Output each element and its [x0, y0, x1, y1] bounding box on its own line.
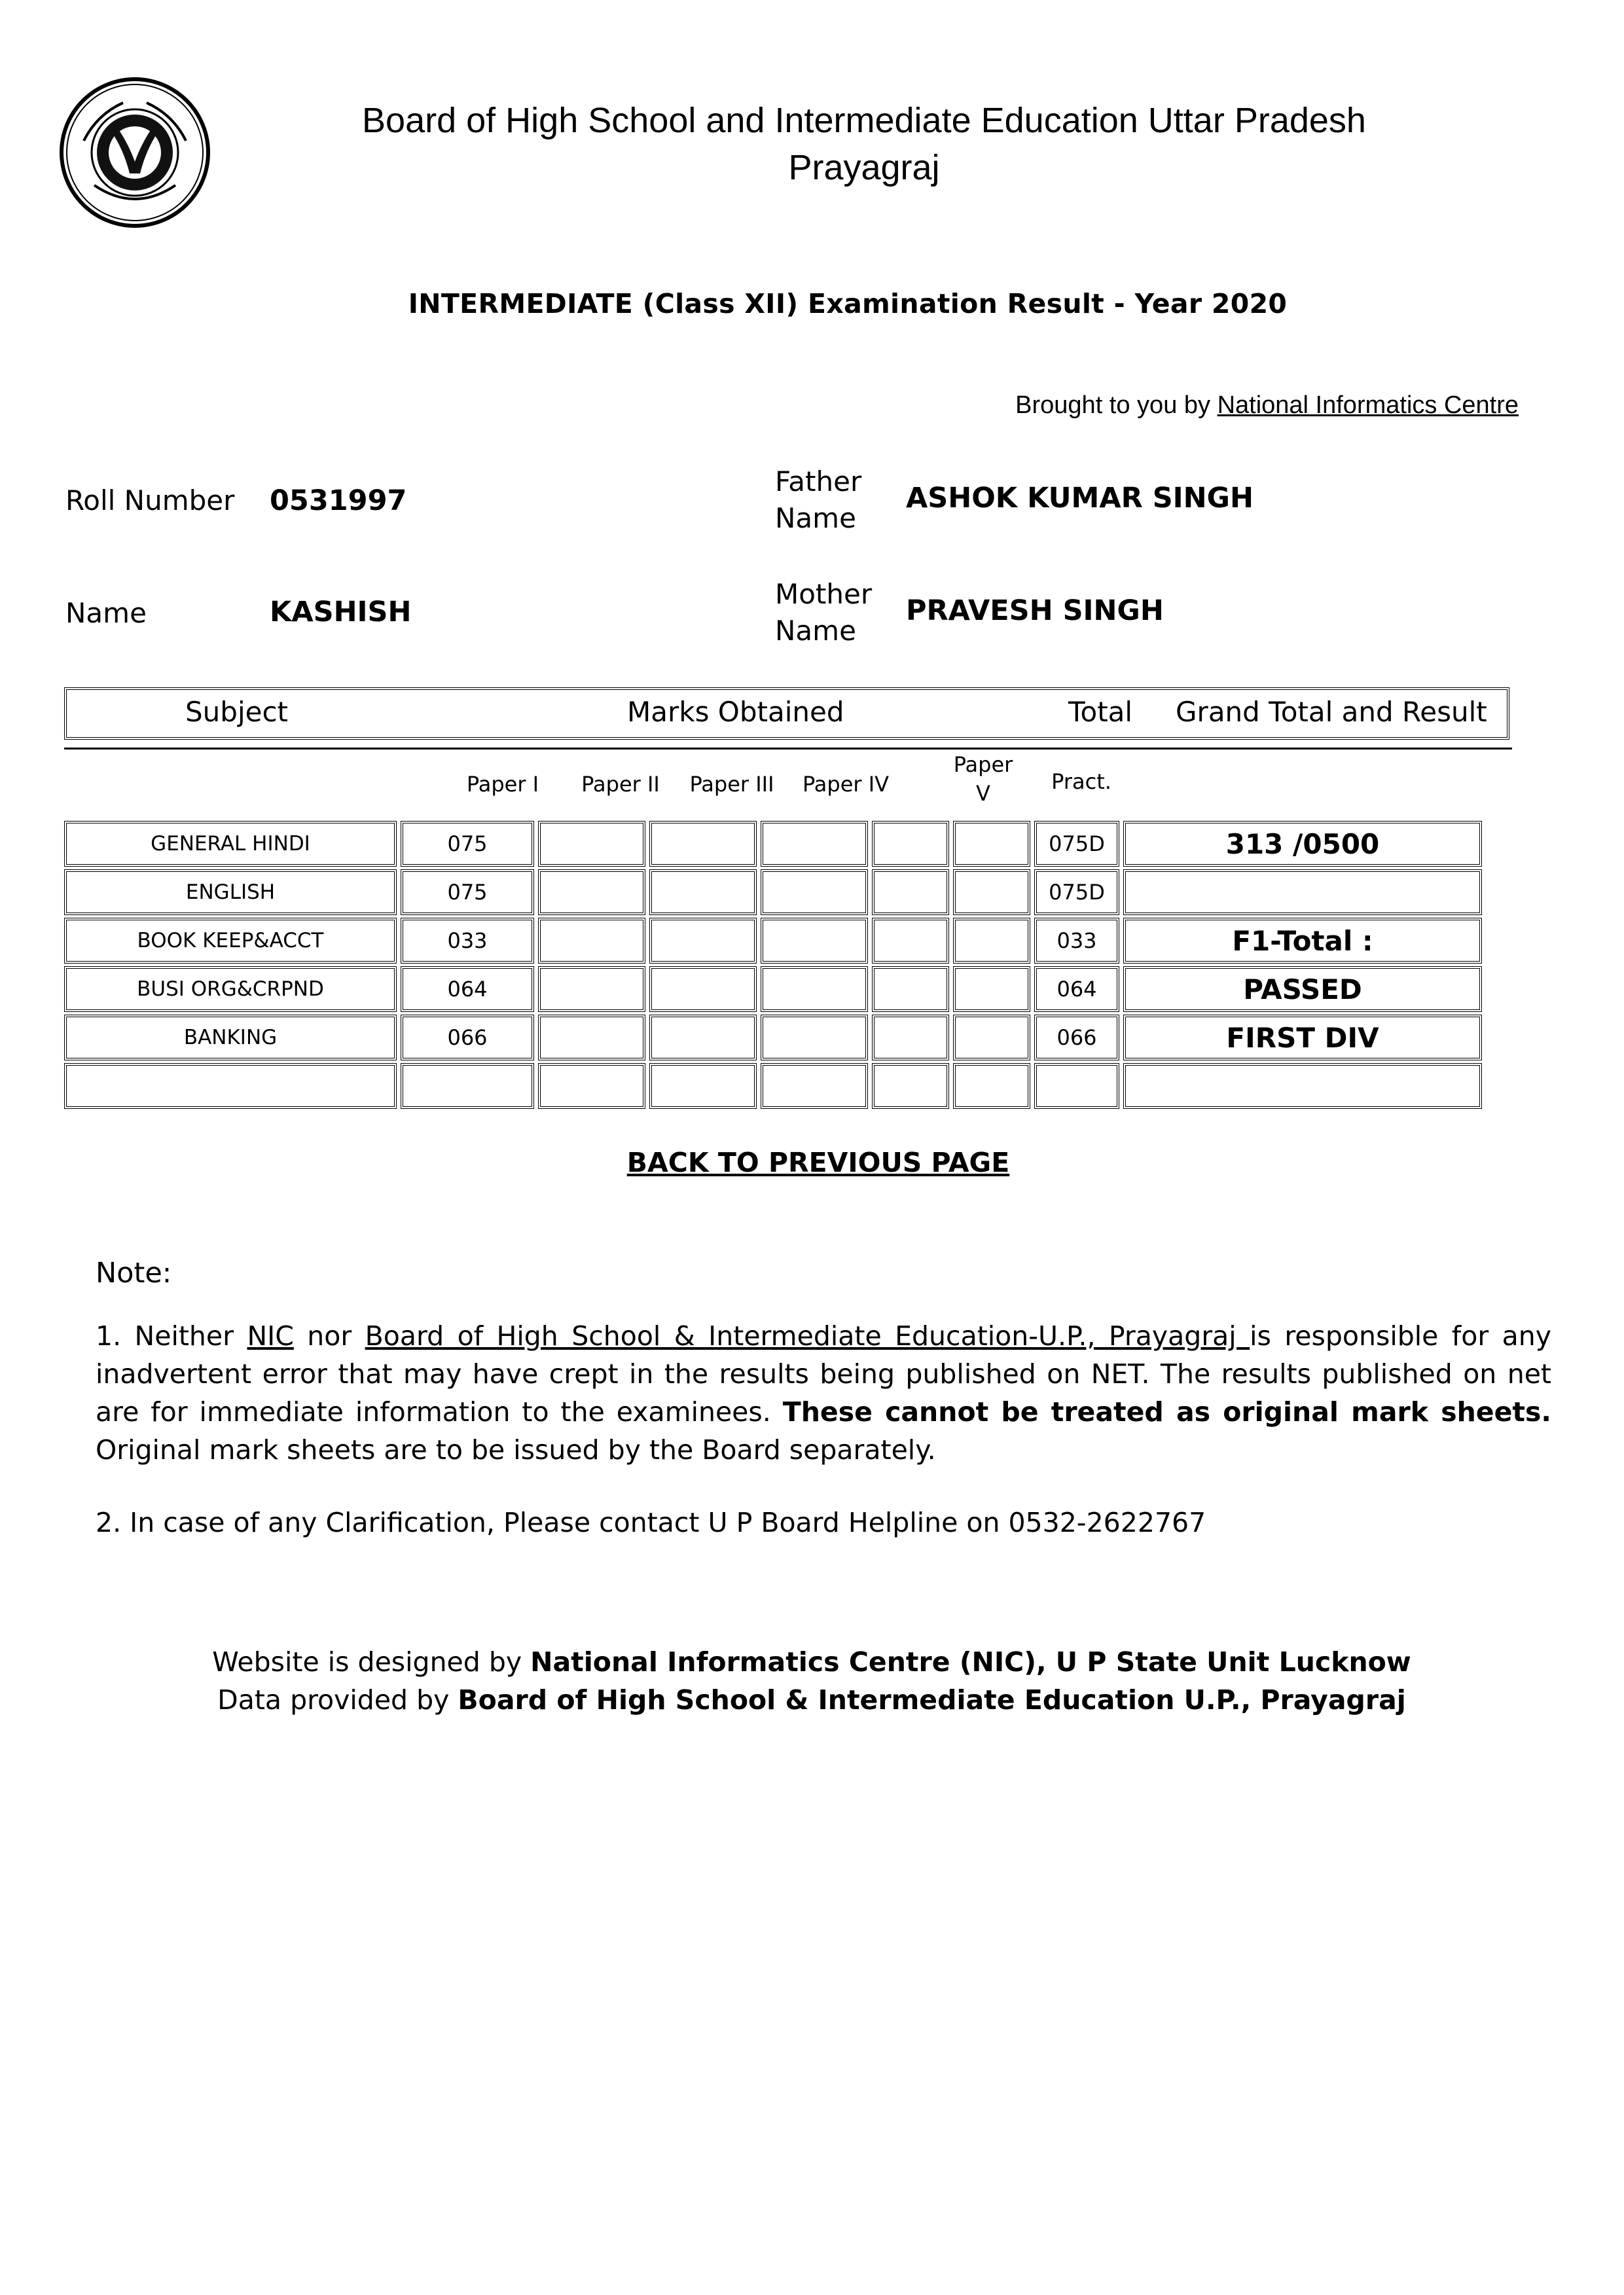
- paper1-cell: [401, 1063, 534, 1109]
- practical-header: Pract.: [1051, 769, 1111, 794]
- paper5-cell: [872, 869, 949, 915]
- subject-cell: ENGLISH: [64, 869, 397, 915]
- father-name-label: Father Name: [775, 465, 862, 534]
- paper2-cell: [538, 1015, 645, 1060]
- practical-cell: [953, 1063, 1030, 1109]
- paper1-cell: 033: [401, 918, 534, 964]
- subject-header: Subject: [185, 696, 289, 728]
- note-2: 2. In case of any Clarification, Please contact U P Board Helpline on 0532-2622767: [96, 1507, 1206, 1538]
- father-name-value: ASHOK KUMAR SINGH: [906, 482, 1254, 515]
- table-header-divider: [64, 748, 1512, 750]
- result-cell: PASSED: [1123, 966, 1482, 1012]
- practical-cell: [953, 918, 1030, 964]
- result-cell: [1123, 1063, 1482, 1109]
- paper3-cell: [649, 869, 757, 915]
- marks-obtained-header: Marks Obtained: [627, 696, 844, 728]
- exam-title: INTERMEDIATE (Class XII) Examination Result - Year 2020: [408, 288, 1288, 319]
- paper4-cell: [761, 1015, 868, 1060]
- disclaimer-bold: These cannot be treated as original mark sheets.: [782, 1396, 1551, 1428]
- up-board-emblem-icon: [58, 75, 212, 230]
- mother-name-value: PRAVESH SINGH: [906, 594, 1164, 627]
- paper2-cell: [538, 869, 645, 915]
- name-label: Name: [65, 597, 147, 629]
- table-row: [64, 1063, 1482, 1109]
- practical-cell: [953, 1015, 1030, 1060]
- total-header: Total: [1068, 696, 1133, 728]
- total-cell: 075D: [1034, 821, 1119, 867]
- paper1-cell: 075: [401, 869, 534, 915]
- paper4-header: Paper IV: [802, 772, 890, 797]
- subject-cell: BOOK KEEP&ACCT: [64, 918, 397, 964]
- table-row: [64, 1015, 1482, 1060]
- total-cell: 066: [1034, 1015, 1119, 1060]
- total-cell: 064: [1034, 966, 1119, 1012]
- grand-total-header: Grand Total and Result: [1176, 696, 1487, 728]
- paper5-cell: [872, 1063, 949, 1109]
- table-row: [64, 918, 1482, 964]
- paper3-cell: [649, 1063, 757, 1109]
- footer-line1: Website is designed by National Informatics Centre (NIC), U P State Unit Lucknow: [212, 1646, 1411, 1678]
- nic-link[interactable]: National Informatics Centre: [1217, 391, 1519, 419]
- roll-number-label: Roll Number: [65, 484, 235, 516]
- result-cell: F1-Total :: [1123, 918, 1482, 964]
- roll-number-value: 0531997: [270, 484, 407, 517]
- note-1: 1. Neither NIC nor Board of High School & Intermediate Education-U.P., Prayagraj is responsible for any inadvertent error that may have crept in the results being published on NET. The results published on net are for immediate information to the examinees. These cannot be treated as original mark sheets. Original mark sheets are to be issued by the Board separately.: [96, 1320, 1551, 1466]
- paper1-cell: 066: [401, 1015, 534, 1060]
- paper4-cell: [761, 821, 868, 867]
- paper3-cell: [649, 1015, 757, 1060]
- paper2-header: Paper II: [581, 772, 660, 797]
- paper1-header: Paper I: [466, 772, 539, 797]
- practical-cell: [953, 869, 1030, 915]
- paper5-header: Paper V: [953, 752, 1013, 806]
- paper1-cell: 064: [401, 966, 534, 1012]
- paper1-cell: 075: [401, 821, 534, 867]
- paper3-cell: [649, 966, 757, 1012]
- paper5-cell: [872, 821, 949, 867]
- total-cell: 075D: [1034, 869, 1119, 915]
- marks-table: [64, 687, 1517, 1117]
- paper4-cell: [761, 869, 868, 915]
- board-title-line1: Board of High School and Intermediate Education Uttar Pradesh: [362, 101, 1366, 140]
- result-cell: [1123, 869, 1482, 915]
- brought-by: [864, 391, 1519, 420]
- table-row: [64, 966, 1482, 1012]
- result-cell: FIRST DIV: [1123, 1015, 1482, 1060]
- paper5-cell: [872, 1015, 949, 1060]
- footer-line2: Data provided by Board of High School & Intermediate Education U.P., Prayagraj: [217, 1684, 1406, 1716]
- subject-cell: [64, 1063, 397, 1109]
- board-title: [216, 97, 1512, 191]
- paper2-cell: [538, 966, 645, 1012]
- marks-grid: [60, 818, 1486, 1111]
- table-row: [64, 869, 1482, 915]
- footer: [131, 1643, 1492, 1719]
- paper4-cell: [761, 966, 868, 1012]
- paper3-header: Paper III: [689, 772, 774, 797]
- practical-cell: [953, 821, 1030, 867]
- paper4-cell: [761, 918, 868, 964]
- result-cell: 313 /0500: [1123, 821, 1482, 867]
- mother-name-label: Mother Name: [775, 578, 873, 647]
- paper4-cell: [761, 1063, 868, 1109]
- paper3-cell: [649, 821, 757, 867]
- subject-cell: GENERAL HINDI: [64, 821, 397, 867]
- total-cell: [1034, 1063, 1119, 1109]
- back-to-previous-page-link[interactable]: BACK TO PREVIOUS PAGE: [626, 1147, 1010, 1178]
- table-row: [64, 821, 1482, 867]
- subject-cell: BANKING: [64, 1015, 397, 1060]
- paper2-cell: [538, 1063, 645, 1109]
- paper5-cell: [872, 966, 949, 1012]
- paper5-cell: [872, 918, 949, 964]
- brought-by-prefix: Brought to you by: [1015, 391, 1218, 419]
- name-value: KASHISH: [270, 596, 412, 628]
- note-heading: Note:: [96, 1257, 172, 1290]
- total-cell: 033: [1034, 918, 1119, 964]
- subject-cell: BUSI ORG&CRPND: [64, 966, 397, 1012]
- paper3-cell: [649, 918, 757, 964]
- board-note-link[interactable]: Board of High School & Intermediate Education-U.P., Prayagraj: [365, 1320, 1250, 1352]
- paper2-cell: [538, 821, 645, 867]
- nic-note-link[interactable]: NIC: [247, 1320, 294, 1352]
- paper2-cell: [538, 918, 645, 964]
- board-title-line2: Prayagraj: [788, 148, 940, 187]
- practical-cell: [953, 966, 1030, 1012]
